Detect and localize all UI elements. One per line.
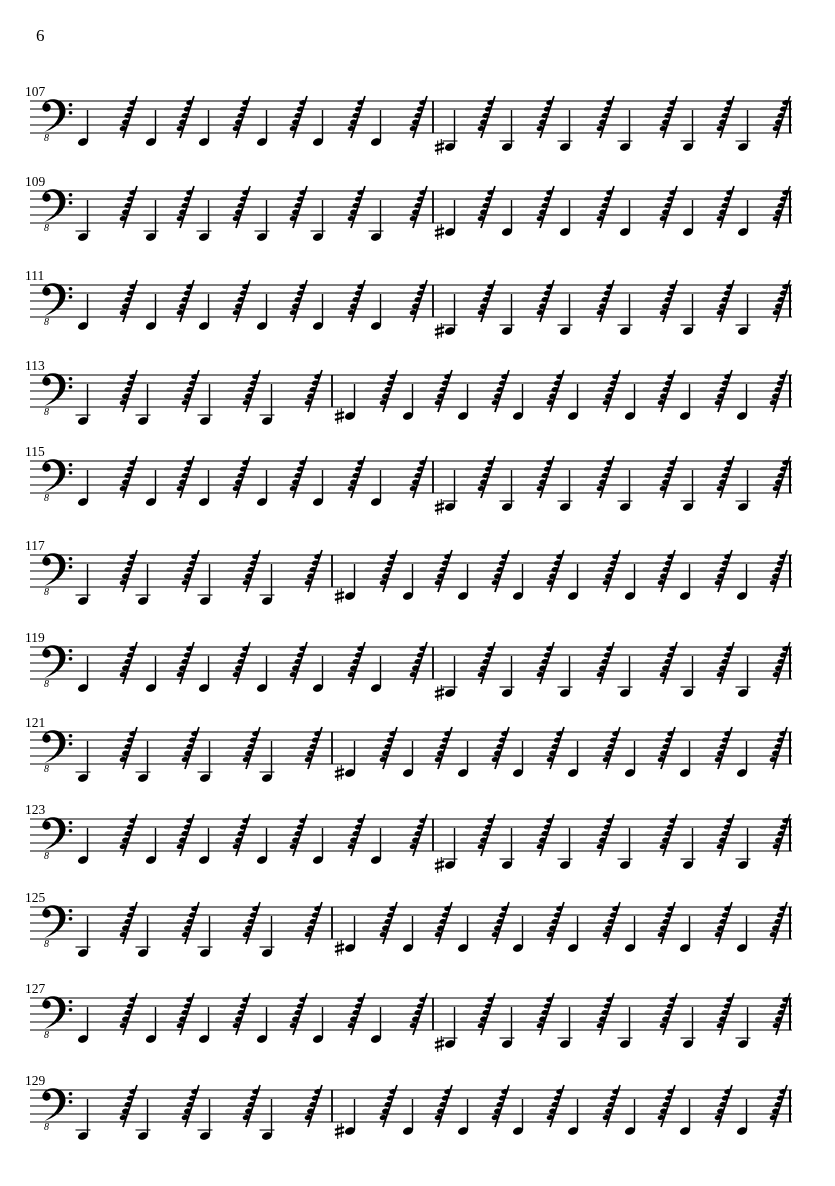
quarter-note — [198, 384, 213, 426]
sharp-stroke — [335, 944, 344, 947]
quarter-note — [736, 1099, 748, 1136]
quarter-note — [370, 656, 382, 693]
system-129 — [25, 1073, 792, 1141]
bass-clef-icon — [42, 730, 72, 775]
quarter-note — [736, 1007, 751, 1049]
bass-clef-icon — [42, 99, 72, 144]
system-109 — [25, 174, 792, 242]
quarter-note — [145, 828, 157, 865]
system-107 — [25, 84, 792, 155]
quarter-note — [624, 384, 636, 421]
quarter-note — [256, 1007, 268, 1044]
quarter-note — [736, 470, 751, 512]
quarter-note — [512, 741, 524, 778]
bass-clef-icon — [42, 1088, 72, 1133]
sharp-stroke — [335, 1127, 344, 1130]
quarter-note — [198, 564, 213, 606]
measure-number: 127 — [25, 981, 46, 996]
quarter-note — [500, 656, 515, 698]
sharp-stroke — [335, 412, 344, 415]
sharp-icon — [335, 1123, 344, 1139]
quarter-note — [558, 294, 573, 336]
system-111 — [25, 268, 792, 339]
quarter-note — [335, 916, 356, 956]
quarter-note — [198, 828, 210, 865]
system-127 — [25, 981, 792, 1052]
octave-8-label: 8 — [44, 1030, 49, 1041]
bass-clef-icon — [42, 553, 72, 598]
quarter-note — [567, 564, 579, 601]
quarter-note — [679, 741, 691, 778]
quarter-note — [618, 1007, 633, 1049]
quarter-note — [145, 1007, 157, 1044]
measure-number: 121 — [25, 715, 46, 730]
sharp-stroke — [335, 417, 344, 420]
quarter-note — [335, 564, 356, 604]
quarter-note — [501, 200, 513, 237]
quarter-note — [618, 656, 633, 698]
quarter-note — [311, 200, 326, 242]
quarter-note — [256, 110, 268, 147]
quarter-note — [256, 656, 268, 693]
quarter-note — [198, 741, 213, 783]
quarter-note — [312, 656, 324, 693]
quarter-note — [260, 1099, 275, 1141]
sharp-stroke — [435, 503, 444, 506]
quarter-note — [736, 384, 748, 421]
quarter-note — [260, 916, 275, 958]
quarter-note — [512, 916, 524, 953]
sharp-stroke — [435, 866, 444, 869]
quarter-note — [567, 916, 579, 953]
quarter-note — [736, 110, 751, 152]
quarter-note — [457, 741, 469, 778]
quarter-note — [567, 741, 579, 778]
quarter-note — [198, 916, 213, 958]
quarter-note — [679, 916, 691, 953]
quarter-note — [558, 828, 573, 870]
quarter-note — [312, 110, 324, 147]
bass-clef-icon — [42, 817, 72, 862]
quarter-note — [256, 470, 268, 507]
measure-number: 119 — [25, 630, 45, 645]
quarter-note — [145, 656, 157, 693]
system-125 — [25, 890, 792, 958]
quarter-note — [260, 564, 275, 606]
quarter-note — [618, 828, 633, 870]
measure-number: 109 — [25, 174, 46, 189]
quarter-note — [76, 384, 91, 426]
quarter-note — [76, 564, 91, 606]
measure-number: 115 — [25, 444, 45, 459]
quarter-note — [457, 384, 469, 421]
quarter-note — [619, 200, 631, 237]
measure-number: 107 — [25, 84, 46, 99]
system-113 — [25, 358, 792, 426]
quarter-note — [312, 294, 324, 331]
quarter-note — [77, 828, 89, 865]
quarter-note — [136, 564, 151, 606]
bass-clef-icon — [42, 996, 72, 1041]
quarter-note — [198, 470, 210, 507]
quarter-note — [77, 470, 89, 507]
quarter-note — [500, 1007, 515, 1049]
system-117 — [25, 538, 792, 606]
quarter-note — [558, 110, 573, 152]
staff-lines — [30, 1090, 792, 1122]
quarter-note — [256, 294, 268, 331]
quarter-note — [256, 828, 268, 865]
quarter-note — [136, 741, 151, 783]
bass-clef-icon — [42, 905, 72, 950]
quarter-note — [77, 656, 89, 693]
quarter-note — [335, 1099, 356, 1139]
quarter-note — [567, 384, 579, 421]
quarter-note — [370, 470, 382, 507]
quarter-note — [679, 1099, 691, 1136]
sharp-stroke — [435, 508, 444, 511]
sharp-icon — [335, 588, 344, 604]
system-119 — [25, 630, 792, 701]
quarter-note — [76, 200, 91, 242]
quarter-note — [402, 384, 414, 421]
staff-lines — [30, 555, 792, 587]
system-115 — [25, 444, 792, 515]
quarter-note — [144, 200, 159, 242]
sharp-stroke — [435, 327, 444, 330]
octave-8-label: 8 — [44, 679, 49, 690]
sharp-stroke — [435, 694, 444, 697]
quarter-note — [679, 564, 691, 601]
quarter-note — [681, 294, 696, 336]
quarter-note — [682, 200, 694, 237]
quarter-note — [736, 294, 751, 336]
quarter-note — [370, 110, 382, 147]
quarter-note — [736, 741, 748, 778]
sharp-stroke — [335, 769, 344, 772]
quarter-note — [737, 200, 749, 237]
sharp-icon — [335, 408, 344, 424]
octave-8-label: 8 — [44, 587, 49, 598]
quarter-note — [77, 1007, 89, 1044]
quarter-note — [558, 656, 573, 698]
quarter-note — [681, 656, 696, 698]
quarter-note — [76, 741, 91, 783]
quarter-note — [335, 741, 356, 781]
quarter-note — [402, 564, 414, 601]
quarter-note — [198, 1007, 210, 1044]
quarter-note — [512, 384, 524, 421]
quarter-note — [370, 828, 382, 865]
quarter-note — [145, 470, 157, 507]
quarter-note — [681, 110, 696, 152]
quarter-note — [77, 294, 89, 331]
quarter-note — [681, 1007, 696, 1049]
sharp-stroke — [335, 774, 344, 777]
quarter-note — [681, 828, 696, 870]
bass-clef-icon — [42, 189, 72, 234]
sharp-stroke — [435, 861, 444, 864]
quarter-note — [558, 1007, 573, 1049]
bass-clef-icon — [42, 645, 72, 690]
sharp-stroke — [435, 689, 444, 692]
quarter-note — [198, 110, 210, 147]
quarter-note — [76, 1099, 91, 1141]
octave-8-label: 8 — [44, 223, 49, 234]
octave-8-label: 8 — [44, 133, 49, 144]
quarter-note — [260, 741, 275, 783]
measure-number: 123 — [25, 802, 46, 817]
quarter-note — [197, 200, 212, 242]
octave-8-label: 8 — [44, 317, 49, 328]
quarter-note — [402, 741, 414, 778]
octave-8-label: 8 — [44, 764, 49, 775]
quarter-note — [370, 1007, 382, 1044]
quarter-note — [136, 1099, 151, 1141]
sharp-stroke — [335, 592, 344, 595]
measure-number: 129 — [25, 1073, 46, 1088]
quarter-note — [312, 470, 324, 507]
quarter-note — [618, 470, 633, 512]
quarter-note — [559, 200, 571, 237]
quarter-note — [145, 110, 157, 147]
quarter-note — [369, 200, 384, 242]
quarter-note — [618, 294, 633, 336]
quarter-note — [679, 384, 691, 421]
quarter-note — [624, 741, 636, 778]
quarter-note — [567, 1099, 579, 1136]
octave-8-label: 8 — [44, 407, 49, 418]
quarter-note — [736, 656, 751, 698]
measure-number: 117 — [25, 538, 45, 553]
sharp-icon — [435, 224, 444, 240]
quarter-note — [624, 564, 636, 601]
quarter-note — [500, 828, 515, 870]
sharp-stroke — [335, 949, 344, 952]
quarter-note — [512, 1099, 524, 1136]
measure-number: 113 — [25, 358, 45, 373]
quarter-note — [255, 200, 270, 242]
quarter-note — [136, 916, 151, 958]
quarter-note — [198, 294, 210, 331]
quarter-note — [435, 200, 456, 240]
quarter-note — [500, 294, 515, 336]
quarter-note — [500, 470, 515, 512]
sharp-stroke — [335, 597, 344, 600]
quarter-note — [402, 1099, 414, 1136]
quarter-note — [335, 384, 356, 424]
quarter-note — [736, 828, 751, 870]
quarter-note — [76, 916, 91, 958]
quarter-note — [736, 916, 748, 953]
quarter-note — [457, 564, 469, 601]
measure-number: 111 — [25, 268, 45, 283]
bass-clef-icon — [42, 283, 72, 328]
sharp-stroke — [435, 1040, 444, 1043]
quarter-note — [500, 110, 515, 152]
quarter-note — [457, 916, 469, 953]
sharp-stroke — [435, 148, 444, 151]
quarter-note — [312, 828, 324, 865]
sharp-stroke — [435, 143, 444, 146]
measure-number: 125 — [25, 890, 46, 905]
system-123 — [25, 802, 792, 873]
system-121 — [25, 715, 792, 783]
quarter-note — [457, 1099, 469, 1136]
sharp-stroke — [435, 332, 444, 335]
octave-8-label: 8 — [44, 939, 49, 950]
octave-8-label: 8 — [44, 493, 49, 504]
bass-clef-icon — [42, 373, 72, 418]
bass-clef-icon — [42, 459, 72, 504]
sharp-stroke — [435, 233, 444, 236]
quarter-note — [736, 564, 748, 601]
quarter-note — [198, 656, 210, 693]
quarter-note — [624, 916, 636, 953]
quarter-note — [77, 110, 89, 147]
staff-lines — [30, 375, 792, 407]
quarter-note — [145, 294, 157, 331]
quarter-note — [558, 470, 573, 512]
quarter-note — [136, 384, 151, 426]
quarter-note — [370, 294, 382, 331]
sharp-stroke — [435, 228, 444, 231]
octave-8-label: 8 — [44, 1122, 49, 1133]
quarter-note — [681, 470, 696, 512]
quarter-note — [312, 1007, 324, 1044]
staff-lines — [30, 732, 792, 764]
quarter-note — [198, 1099, 213, 1141]
quarter-note — [402, 916, 414, 953]
quarter-note — [512, 564, 524, 601]
quarter-note — [624, 1099, 636, 1136]
quarter-note — [618, 110, 633, 152]
sharp-stroke — [435, 1045, 444, 1048]
staff-lines — [30, 907, 792, 939]
sharp-icon — [335, 765, 344, 781]
octave-8-label: 8 — [44, 851, 49, 862]
sharp-icon — [335, 940, 344, 956]
quarter-note — [260, 384, 275, 426]
page-number: 6 — [36, 26, 45, 45]
sharp-stroke — [335, 1132, 344, 1135]
